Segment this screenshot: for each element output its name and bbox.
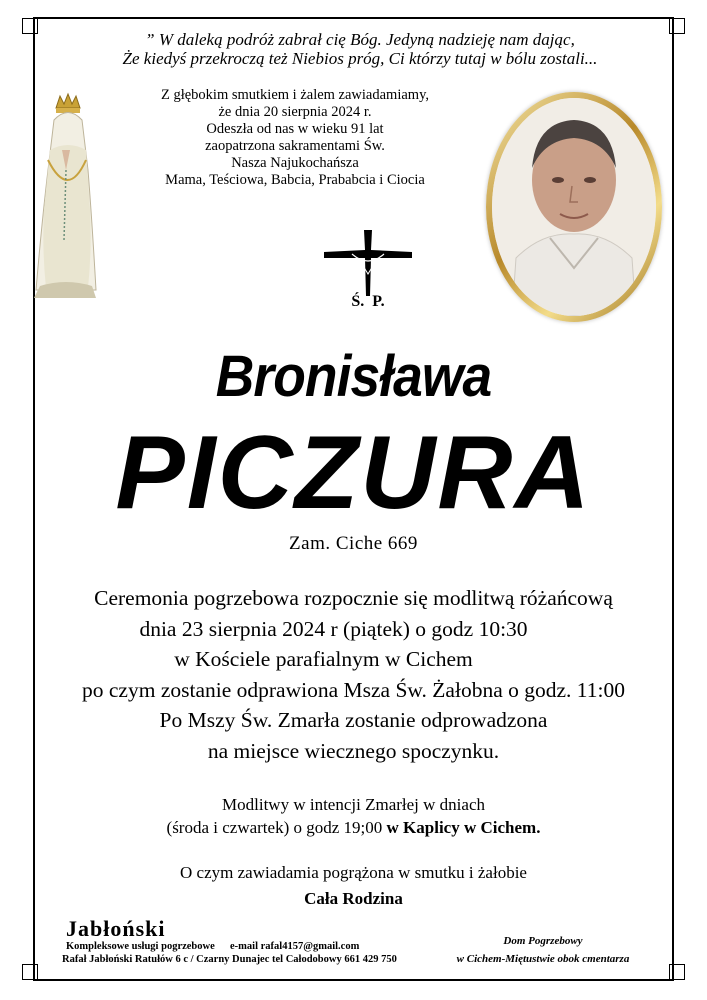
intro-line: że dnia 20 sierpnia 2024 r. — [218, 104, 372, 120]
portrait-photo — [492, 98, 656, 316]
family-notice — [40, 860, 667, 912]
ceremony-line: dnia 23 sierpnia 2024 r (piątek) o godz 10:30 — [139, 616, 528, 641]
company-address: Rafał Jabłoński Ratułów 6 c / Czarny Dunajec tel Całodobowy 661 429 750 — [62, 954, 397, 965]
ceremony-line: na miejsce wiecznego spoczynku. — [207, 738, 500, 763]
sp-label: Ś. P. — [351, 293, 385, 310]
madonna-statue-icon — [26, 90, 102, 302]
ceremony-line: w Kościele parafialnym w Cichem — [174, 647, 473, 671]
deceased-first-name: Bronisława — [215, 344, 492, 409]
prayer-line: Modlitwy w intencji Zmarłej w dniach — [222, 795, 485, 814]
ceremony-line: po czym zostanie odprawiona Msza Św. Żałobna o godz. 11:00 — [82, 677, 625, 702]
quote-line: Że kiedyś przekroczą też Niebios próg, Ci którzy tutaj w bólu zostali... — [122, 49, 598, 68]
portrait-frame — [486, 92, 662, 322]
prayer-line — [40, 816, 667, 839]
ceremony-line: Ceremonia pogrzebowa rozpocznie się modlitwą różańcową — [94, 586, 613, 610]
brand-name: Jabłoński — [66, 916, 166, 941]
intro-line: Nasza Najukochańsza — [231, 155, 359, 171]
deceased-address: Zam. Ciche 669 — [289, 533, 418, 554]
prayer-location: w Kaplicy w Cichem. — [386, 818, 541, 837]
intro-line: zaopatrzona sakramentami Św. — [205, 138, 385, 154]
announcement-intro — [130, 87, 460, 189]
corner-ornament — [669, 964, 685, 980]
corner-ornament — [22, 964, 38, 980]
email-label: e-mail rafal4157@gmail.com — [230, 941, 360, 952]
ceremony-details — [40, 583, 667, 766]
services-label: Kompleksowe usługi pogrzebowe — [66, 941, 215, 952]
funeral-home-location: w Cichem-Miętustwie obok cmentarza — [456, 953, 630, 965]
ceremony-line: Po Mszy Św. Zmarła zostanie odprowadzona — [159, 708, 548, 732]
funeral-service-info — [62, 916, 426, 966]
prayer-time: (środa i czwartek) o godz 19;00 — [166, 818, 387, 837]
quote-line: ” W daleką podróż zabrał cię Bóg. Jedyną nadzieję nam dając, — [145, 30, 575, 49]
corner-ornament — [669, 18, 685, 34]
intro-line: Z głębokim smutkiem i żalem zawiadamiamy, — [160, 87, 430, 103]
deceased-surname: PICZURA — [115, 415, 592, 531]
cross-icon — [322, 228, 414, 298]
opening-quote — [80, 30, 640, 68]
funeral-home-info — [438, 932, 648, 968]
intro-line: Odeszła od nas w wieku 91 lat — [206, 121, 384, 137]
corner-ornament — [22, 18, 38, 34]
funeral-home-title: Dom Pogrzebowy — [503, 935, 583, 947]
family-name: Cała Rodzina — [304, 889, 403, 908]
family-line: O czym zawiadamia pogrążona w smutku i żałobie — [180, 863, 527, 882]
intro-line: Mama, Teściowa, Babcia, Prababcia i Ciocia — [165, 172, 425, 188]
family-signature — [40, 886, 667, 912]
prayer-schedule — [40, 793, 667, 839]
